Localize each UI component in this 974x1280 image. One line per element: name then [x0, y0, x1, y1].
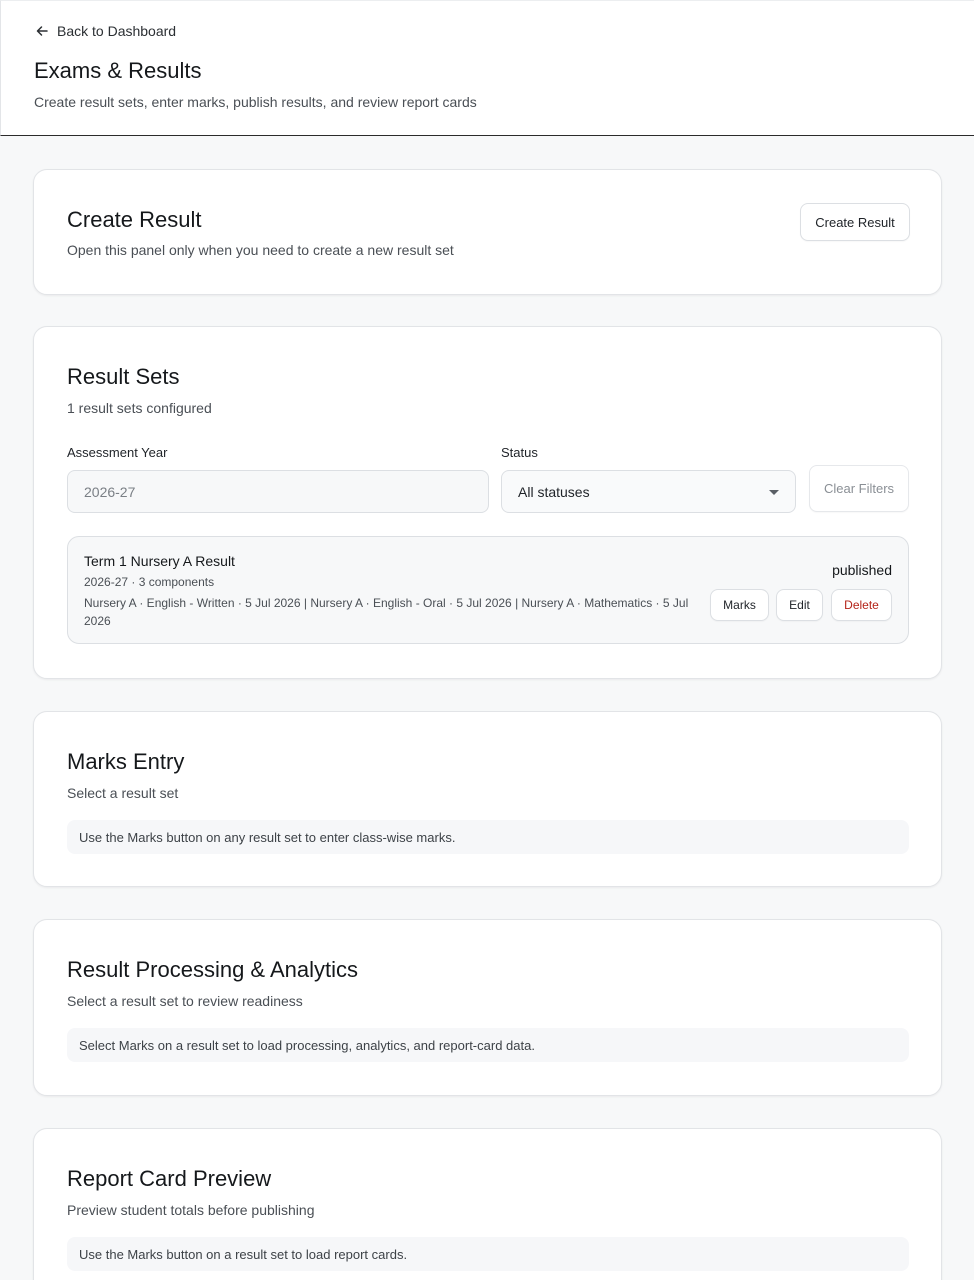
processing-title: Result Processing & Analytics: [67, 957, 359, 982]
create-result-subtitle: Open this panel only when you need to create a new result set: [67, 242, 454, 258]
result-set-item: [67, 536, 909, 644]
assessment-year-label: Assessment Year: [67, 445, 168, 460]
create-result-card: [33, 169, 942, 295]
report-card-info: Use the Marks button on a result set to load report cards.: [67, 1237, 909, 1271]
marks-button[interactable]: Marks: [710, 589, 769, 621]
marks-entry-subtitle: Select a result set: [67, 785, 179, 801]
marks-entry-title: Marks Entry: [67, 749, 185, 774]
result-set-meta: 2026-27 · 3 components: [84, 575, 215, 589]
processing-card: [33, 919, 942, 1096]
chevron-down-icon: [769, 490, 779, 495]
report-card-subtitle: Preview student totals before publishing: [67, 1202, 315, 1218]
status-selected-value: All statuses: [518, 483, 590, 500]
result-sets-title: Result Sets: [67, 364, 180, 389]
page-header: [0, 0, 974, 136]
delete-button[interactable]: Delete: [831, 589, 892, 621]
result-sets-count: 1 result sets configured: [67, 400, 212, 416]
edit-button[interactable]: Edit: [776, 589, 823, 621]
result-set-title: Term 1 Nursery A Result: [84, 553, 235, 569]
marks-entry-info: Use the Marks button on any result set to enter class-wise marks.: [67, 820, 909, 854]
arrow-left-icon: [35, 24, 49, 38]
processing-subtitle: Select a result set to review readiness: [67, 993, 303, 1009]
processing-info: Select Marks on a result set to load processing, analytics, and report-card data.: [67, 1028, 909, 1062]
create-result-button[interactable]: Create Result: [800, 203, 910, 241]
assessment-year-input[interactable]: 2026-27: [67, 470, 489, 513]
status-badge: published: [832, 562, 892, 578]
result-set-components: Nursery A · English - Written · 5 Jul 2026 | Nursery A · English - Oral · 5 Jul 2026 | Nursery A · Mathematics · 5 Jul 2026: [84, 596, 689, 628]
create-result-title: Create Result: [67, 207, 202, 232]
page-subtitle: Create result sets, enter marks, publish results, and review report cards: [34, 94, 477, 110]
status-label: Status: [501, 445, 538, 460]
report-card-title: Report Card Preview: [67, 1166, 272, 1191]
back-label: Back to Dashboard: [57, 23, 177, 39]
marks-entry-card: [33, 711, 942, 887]
back-to-dashboard-link[interactable]: [35, 23, 176, 39]
result-sets-card: [33, 326, 942, 679]
page-title: Exams & Results: [34, 58, 202, 83]
report-card-preview-card: [33, 1128, 942, 1280]
status-select[interactable]: [501, 470, 796, 513]
clear-filters-button[interactable]: Clear Filters: [809, 465, 909, 512]
